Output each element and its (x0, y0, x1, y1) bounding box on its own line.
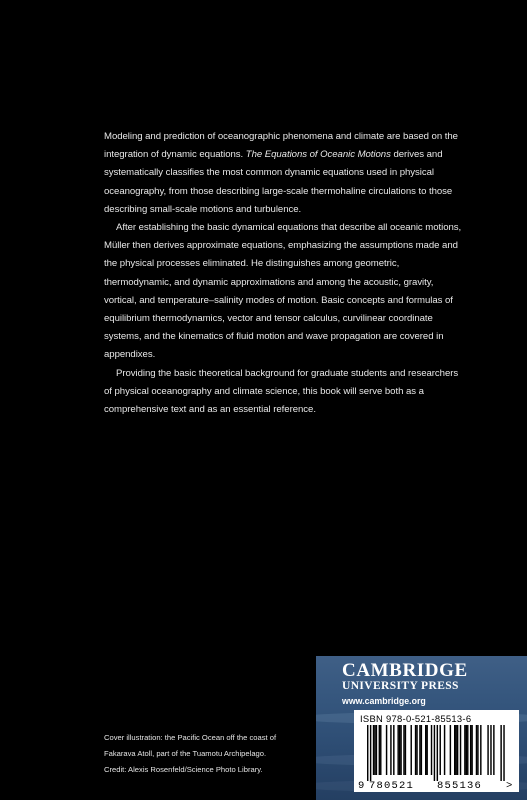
barcode-bar (403, 725, 404, 775)
barcode-bar (376, 725, 377, 775)
publisher-logo-name: CAMBRIDGE (342, 660, 468, 681)
barcode-bar (399, 725, 400, 775)
barcode-digits-left: 780521 (369, 780, 415, 792)
barcode-bar (405, 725, 406, 775)
barcode-bar (466, 725, 467, 775)
barcode-bar (415, 725, 416, 775)
barcode-bar (464, 725, 465, 775)
barcode-bar (367, 725, 368, 781)
barcode-bar (503, 725, 504, 781)
barcode-bar (444, 725, 445, 775)
credit-line: Cover illustration: the Pacific Ocean off the coast of (104, 733, 277, 742)
barcode-bar (490, 725, 491, 775)
description-text: derives and systematically classifies the most common dynamic equations used in physical oceanography, from those describing large-scale thermohaline circulations to those describing small-scale motions and turbulence. (104, 149, 453, 215)
barcode-quiet-zone-marker: > (506, 780, 513, 792)
barcode-bar (477, 725, 478, 775)
barcode-bar (431, 725, 432, 775)
book-title-italic: The Equations of Oceanic Motions (245, 149, 391, 161)
description-paragraph-2: After establishing the basic dynamical equations that describe all oceanic motions, Müller then derives approximate equations, emphasizing the assumptions made and the physical processes eliminated. He distinguishes among geometric, thermodynamic, and dynamic approximations and among the acoustic, gravity, vortical, and temperature–salinity modes of motion. Basic concepts and formulas of equilibrium thermodynamics, vector and tensor calculus, curvilinear coordinate systems, and the kinematics of fluid motion and wave propagation are covered in appendixes. (104, 222, 462, 361)
barcode-panel (354, 710, 519, 792)
barcode-bar (455, 725, 456, 775)
barcode-digit-prefix: 9 (358, 780, 365, 792)
barcode-bar (460, 725, 461, 775)
isbn-label: ISBN 978-0-521-85513-6 (360, 713, 472, 724)
barcode-bar (419, 725, 420, 775)
description-paragraph-1 (104, 128, 462, 219)
barcode-bar (411, 725, 412, 775)
barcode-bar (386, 725, 387, 775)
barcode-bar (470, 725, 471, 775)
description-paragraph-3: Providing the basic theoretical background for graduate students and researchers of physical oceanography and climate science, this book will serve both as a comprehensive text and as an essential reference. (104, 367, 459, 416)
barcode-bar (426, 725, 427, 775)
barcode-bar (393, 725, 394, 775)
barcode-bar (370, 725, 371, 781)
barcode-bar (480, 725, 481, 775)
barcode-bar (400, 725, 401, 775)
barcode-bar (379, 725, 380, 775)
barcode-bar (476, 725, 477, 775)
description-text: Modeling and prediction of oceanographic phenomena and climate are based on the integration of dynamic equations. (104, 131, 458, 161)
barcode-bar (380, 725, 381, 775)
barcode-bar (471, 725, 472, 775)
barcode-bar (457, 725, 458, 775)
barcode-bar (487, 725, 488, 775)
barcode-bar (421, 725, 422, 775)
barcode-bar (500, 725, 501, 781)
barcode-bar (493, 725, 494, 775)
barcode-bar (440, 725, 441, 775)
publisher-url: www.cambridge.org (342, 696, 426, 706)
barcode-bar (425, 725, 426, 775)
barcode-digits-right: 855136 (437, 780, 483, 792)
barcode-bar (416, 725, 417, 775)
barcode-bar (467, 725, 468, 775)
credit-line: Fakarava Atoll, part of the Tuamotu Archipelago. (104, 749, 267, 758)
barcode-bar (373, 725, 374, 775)
barcode-bar (454, 725, 455, 775)
barcode-bar (434, 725, 435, 781)
book-description (104, 128, 462, 419)
barcode-bar (450, 725, 451, 775)
barcode-icon (354, 725, 519, 792)
credit-line: Credit: Alexis Rosenfeld/Science Photo Library. (104, 765, 263, 774)
barcode-bar (374, 725, 375, 775)
barcode-bar (390, 725, 391, 775)
barcode-bars (367, 725, 505, 781)
cover-illustration-credit (104, 730, 314, 778)
barcode-bar (397, 725, 398, 775)
barcode-bar (437, 725, 438, 781)
publisher-logo-subtitle: UNIVERSITY PRESS (342, 680, 459, 692)
